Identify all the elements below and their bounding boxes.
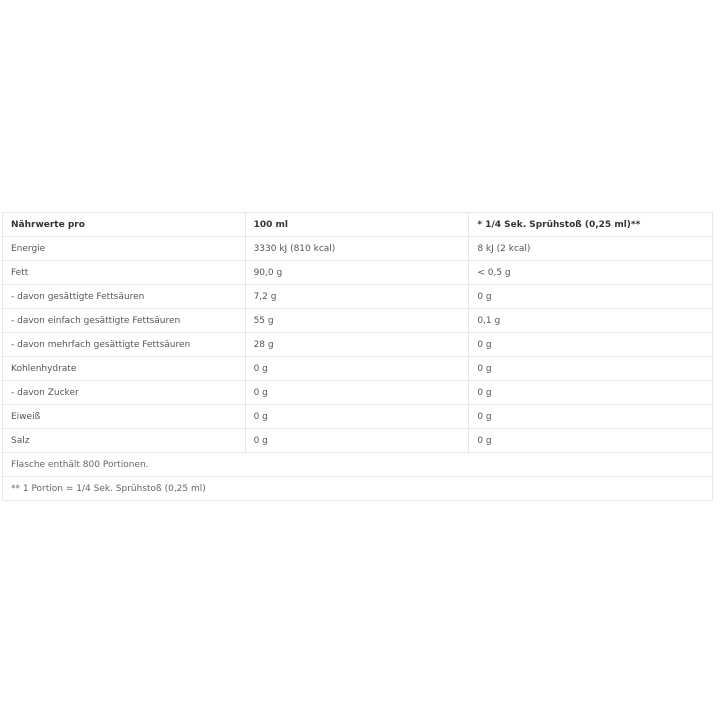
value-per-portion: 0 g bbox=[469, 405, 713, 429]
header-per-portion: * 1/4 Sek. Sprühstoß (0,25 ml)** bbox=[469, 213, 713, 237]
value-per-100ml: 3330 kJ (810 kcal) bbox=[245, 237, 469, 261]
value-per-100ml: 90,0 g bbox=[245, 261, 469, 285]
value-per-100ml: 0 g bbox=[245, 405, 469, 429]
value-per-100ml: 55 g bbox=[245, 309, 469, 333]
value-per-100ml: 7,2 g bbox=[245, 285, 469, 309]
table-row bbox=[3, 261, 713, 285]
table-row bbox=[3, 405, 713, 429]
value-per-portion: 0 g bbox=[469, 381, 713, 405]
nutrient-label: Energie bbox=[3, 237, 246, 261]
table-row bbox=[3, 357, 713, 381]
value-per-portion: 0 g bbox=[469, 333, 713, 357]
table-row bbox=[3, 237, 713, 261]
value-per-100ml: 0 g bbox=[245, 429, 469, 453]
portion-footnote: ** 1 Portion = 1/4 Sek. Sprühstoß (0,25 ml) bbox=[3, 477, 713, 501]
nutrient-label: Kohlenhydrate bbox=[3, 357, 246, 381]
table-row bbox=[3, 309, 713, 333]
table-row bbox=[3, 333, 713, 357]
nutrient-label: - davon Zucker bbox=[3, 381, 246, 405]
value-per-portion: 0 g bbox=[469, 285, 713, 309]
nutrient-label: Salz bbox=[3, 429, 246, 453]
value-per-portion: 0 g bbox=[469, 429, 713, 453]
value-per-100ml: 0 g bbox=[245, 381, 469, 405]
nutrient-label: Eiweiß bbox=[3, 405, 246, 429]
table-header-row bbox=[3, 213, 713, 237]
value-per-100ml: 28 g bbox=[245, 333, 469, 357]
nutrition-table bbox=[2, 212, 713, 501]
table-note-row bbox=[3, 477, 713, 501]
nutrient-label: - davon einfach gesättigte Fettsäuren bbox=[3, 309, 246, 333]
servings-note: Flasche enthält 800 Portionen. bbox=[3, 453, 713, 477]
value-per-100ml: 0 g bbox=[245, 357, 469, 381]
value-per-portion: 0 g bbox=[469, 357, 713, 381]
nutrient-label: - davon gesättigte Fettsäuren bbox=[3, 285, 246, 309]
table-row bbox=[3, 285, 713, 309]
table-note-row bbox=[3, 453, 713, 477]
header-nutrients-per: Nährwerte pro bbox=[3, 213, 246, 237]
table-row bbox=[3, 381, 713, 405]
nutrient-label: - davon mehrfach gesättigte Fettsäuren bbox=[3, 333, 246, 357]
nutrient-label: Fett bbox=[3, 261, 246, 285]
value-per-portion: 0,1 g bbox=[469, 309, 713, 333]
value-per-portion: 8 kJ (2 kcal) bbox=[469, 237, 713, 261]
table-row bbox=[3, 429, 713, 453]
value-per-portion: < 0,5 g bbox=[469, 261, 713, 285]
header-per-100ml: 100 ml bbox=[245, 213, 469, 237]
